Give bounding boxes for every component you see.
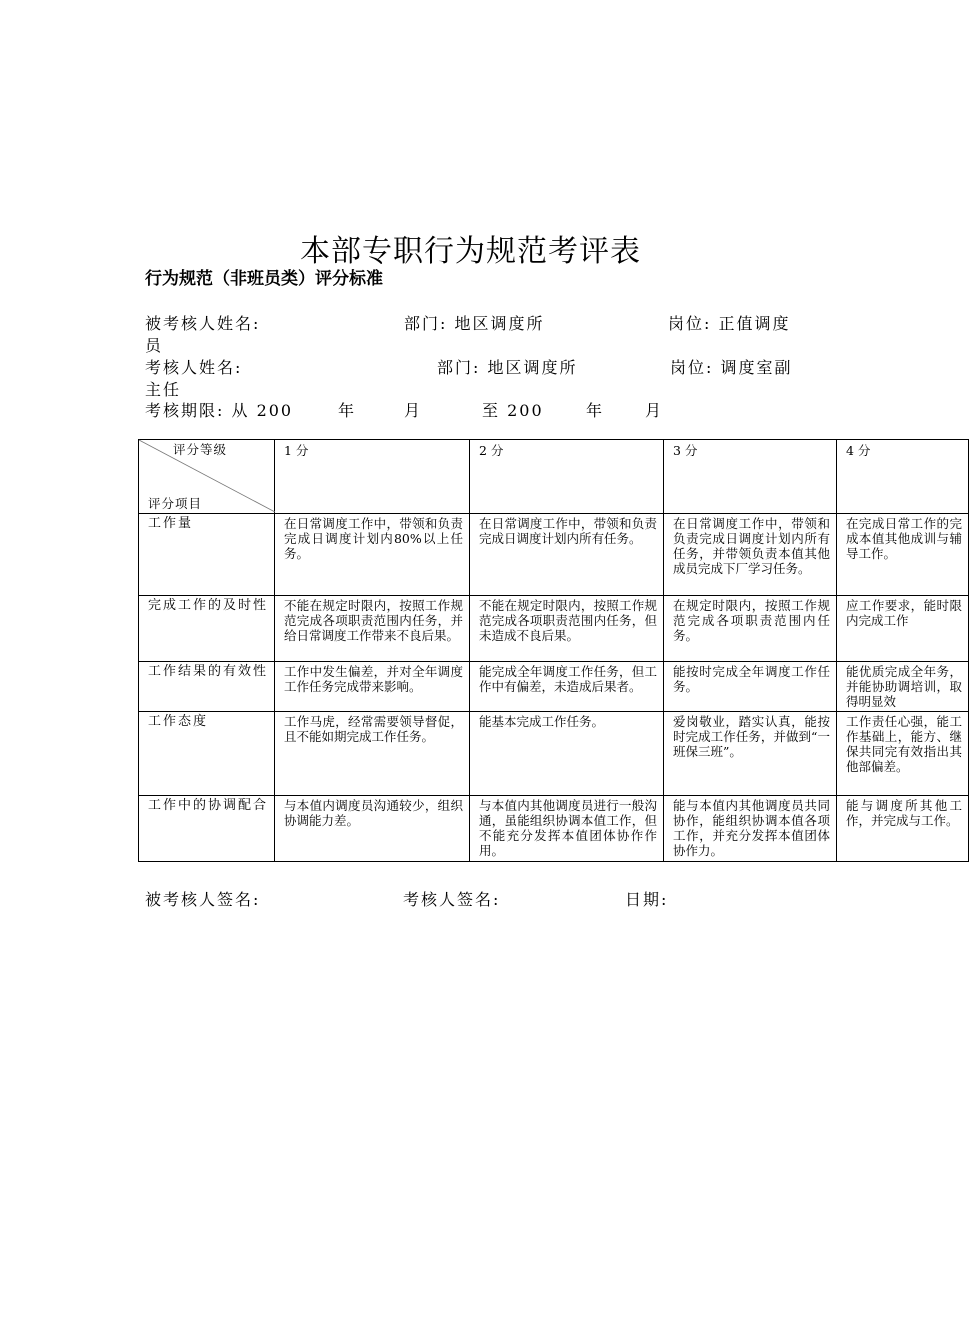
date-label: 日期:	[625, 890, 669, 909]
table-row	[139, 796, 969, 862]
table-cell: 能基本完成工作任务。	[470, 712, 664, 796]
examiner-post-wrap: 主任	[145, 380, 182, 399]
row-label: 工作量	[139, 514, 275, 596]
table-cell: 能与本值内其他调度员共同协作，能组织协调本值各项工作，并充分发挥本值团体协作力。	[664, 796, 837, 862]
table-cell: 在日常调度工作中，带领和负责完成日调度计划内80%以上任务。	[275, 514, 470, 596]
column-header-3: 3 分	[664, 440, 837, 514]
table-row	[139, 662, 969, 712]
page-title: 本部专职行为规范考评表	[300, 234, 641, 269]
table-cell: 与本值内其他调度员进行一般沟通，虽能组织协调本值工作，但不能充分发挥本值团体协作作用。	[470, 796, 664, 862]
table-cell: 在规定时限内，按照工作规范完成各项职责范围内任务。	[664, 596, 837, 662]
page-subtitle: 行为规范（非班员类）评分标准	[145, 269, 383, 289]
examinee-dept: 部门: 地区调度所	[404, 314, 545, 333]
table-cell: 能完成全年调度工作任务，但工作中有偏差，未造成后果者。	[470, 662, 664, 712]
table-cell: 在日常调度工作中，带领和负责完成日调度计划内所有任务，并带领负责本值其他成员完成下厂学习任务。	[664, 514, 837, 596]
period-to: 至 200	[482, 401, 544, 420]
period-month-2: 月	[645, 401, 664, 420]
table-cell: 工作马虎，经常需要领导督促，且不能如期完成工作任务。	[275, 712, 470, 796]
table-cell: 在日常调度工作中，带领和负责完成日调度计划内所有任务。	[470, 514, 664, 596]
row-label: 工作结果的有效性	[139, 662, 275, 712]
table-cell: 不能在规定时限内，按照工作规范完成各项职责范围内任务，并给日常调度工作带来不良后果。	[275, 596, 470, 662]
examiner-dept: 部门: 地区调度所	[437, 358, 578, 377]
examinee-post-wrap: 员	[145, 336, 164, 355]
row-label: 工作态度	[139, 712, 275, 796]
examinee-signature-label: 被考核人签名:	[145, 890, 261, 909]
table-cell: 工作中发生偏差，并对全年调度工作任务完成带来影响。	[275, 662, 470, 712]
examiner-post: 岗位: 调度室副	[670, 358, 793, 377]
examiner-signature-label: 考核人签名:	[403, 890, 501, 909]
table-cell: 不能在规定时限内，按照工作规范完成各项职责范围内任务，但未造成不良后果。	[470, 596, 664, 662]
period-year-1: 年	[338, 401, 357, 420]
column-header-1: 1 分	[275, 440, 470, 514]
column-header-4: 4 分	[837, 440, 969, 514]
table-cell: 能优质完成全年务，并能协助调培训，取得明显效	[837, 662, 969, 712]
corner-label-grade: 评分等级	[173, 442, 228, 457]
table-cell: 与本值内调度员沟通较少，组织协调能力差。	[275, 796, 470, 862]
table-cell: 爱岗敬业，踏实认真，能按时完成工作任务，并做到“一班保三班”。	[664, 712, 837, 796]
table-cell: 在完成日常工作的完成本值其他成训与辅导工作。	[837, 514, 969, 596]
table-cell: 能与调度所其他工作，并完成与工作。	[837, 796, 969, 862]
table-cell: 应工作要求，能时限内完成工作	[837, 596, 969, 662]
table-header-row	[139, 440, 969, 514]
period-month-1: 月	[404, 401, 423, 420]
examinee-post: 岗位: 正值调度	[668, 314, 791, 333]
table-cell: 能按时完成全年调度工作任务。	[664, 662, 837, 712]
table-row	[139, 596, 969, 662]
period-label: 考核期限: 从 200	[145, 401, 294, 420]
scoring-table	[138, 439, 969, 862]
row-label: 完成工作的及时性	[139, 596, 275, 662]
corner-label-item: 评分项目	[148, 496, 203, 511]
examinee-name-label: 被考核人姓名:	[145, 314, 261, 333]
table-row	[139, 514, 969, 596]
column-header-2: 2 分	[470, 440, 664, 514]
table-row	[139, 712, 969, 796]
table-cell: 工作责任心强，能工作基础上，能方、继保共同完有效指出其他部偏差。	[837, 712, 969, 796]
table-corner-cell	[139, 440, 275, 514]
period-year-2: 年	[586, 401, 605, 420]
examiner-name-label: 考核人姓名:	[145, 358, 243, 377]
row-label: 工作中的协调配合	[139, 796, 275, 862]
